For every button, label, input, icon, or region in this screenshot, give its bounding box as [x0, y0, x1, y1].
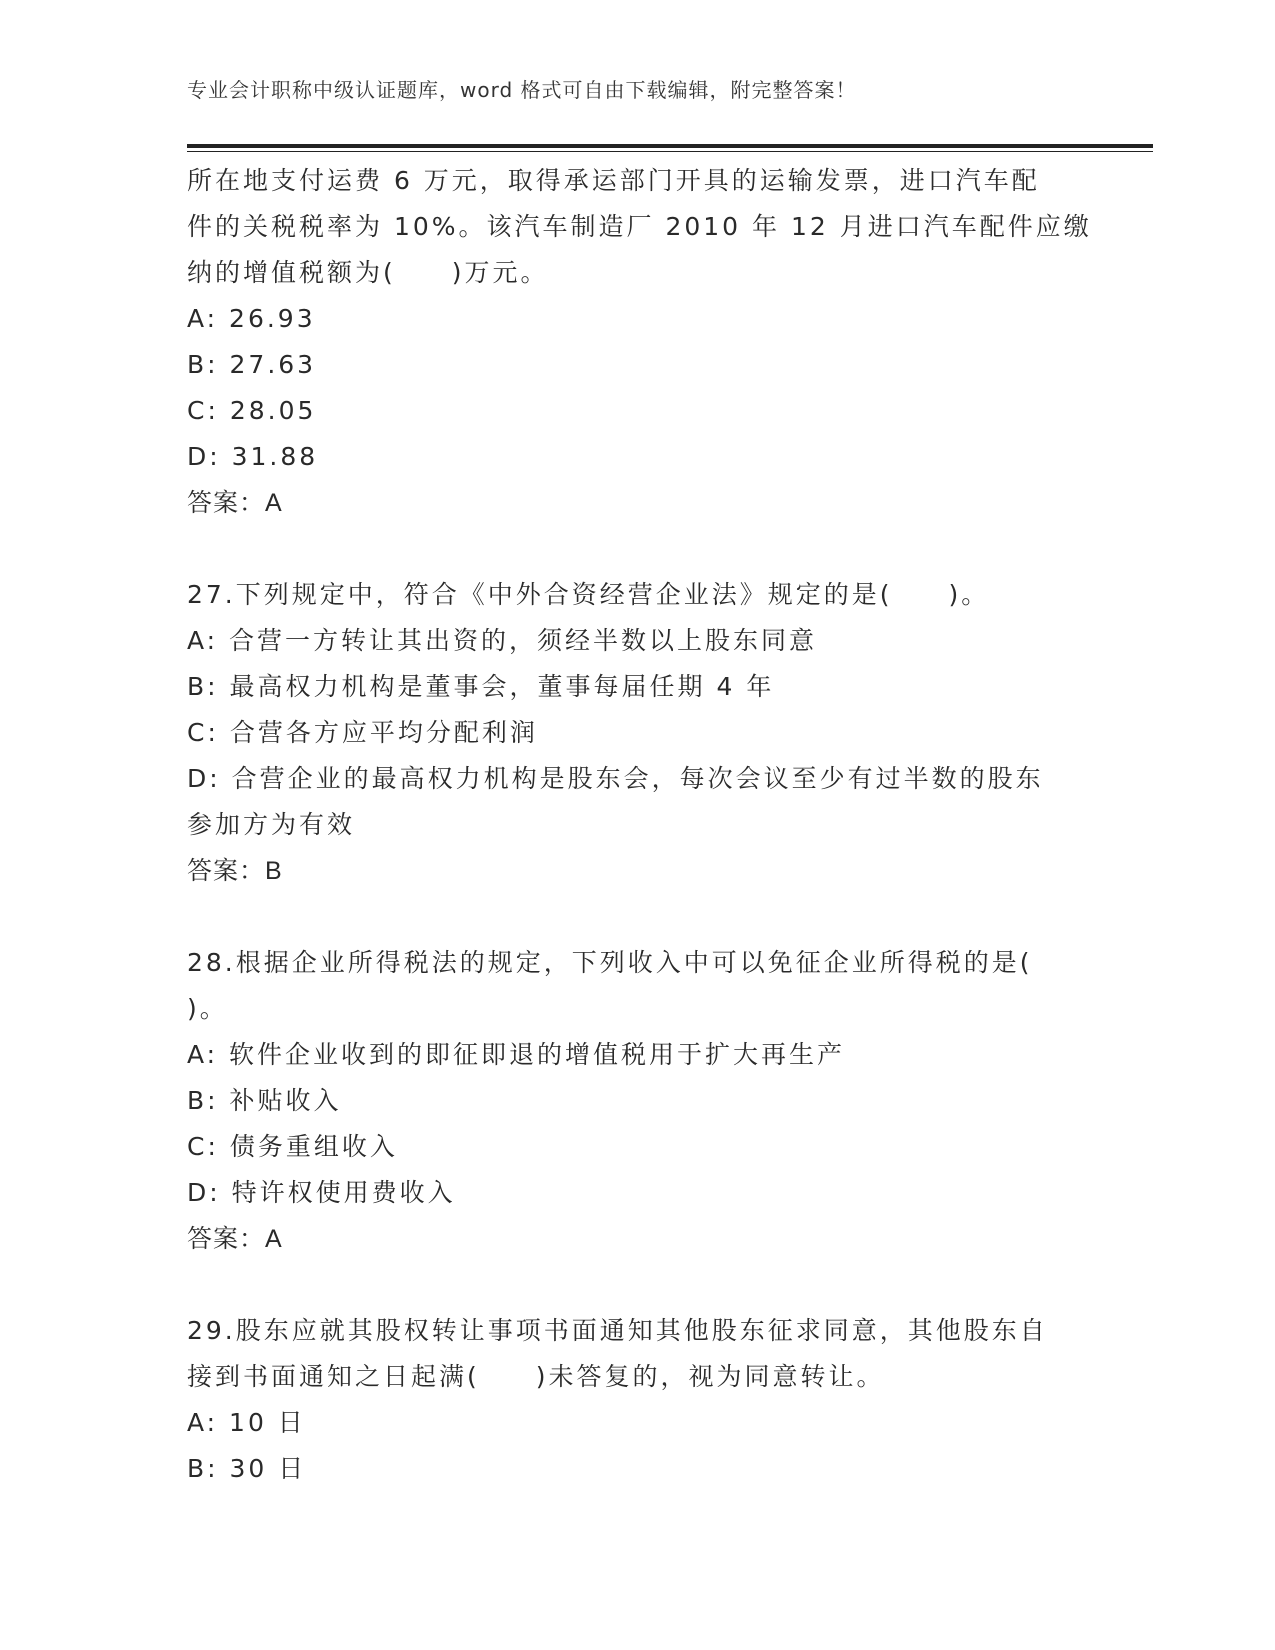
- option-a: A: 合营一方转让其出资的，须经半数以上股东同意: [187, 626, 818, 655]
- answer-line: 答案：B: [187, 857, 283, 885]
- option-d: D: 31.88: [187, 442, 319, 471]
- question-stem-line: 27.下列规定中，符合《中外合资经营企业法》规定的是( )。: [187, 580, 990, 609]
- question-block: [187, 572, 1087, 894]
- option-b: B: 最高权力机构是董事会，董事每届任期 4 年: [187, 672, 775, 701]
- option-b: B: 27.63: [187, 350, 317, 379]
- question-stem-line: 接到书面通知之日起满( )未答复的，视为同意转让。: [187, 1362, 885, 1391]
- question-stem-line: 所在地支付运费 6 万元，取得承运部门开具的运输发票，进口汽车配: [187, 166, 1040, 195]
- option-a: A: 10 日: [187, 1408, 306, 1437]
- question-block: [187, 158, 1092, 526]
- option-c: C: 合营各方应平均分配利润: [187, 718, 538, 747]
- option-c: C: 债务重组收入: [187, 1132, 398, 1161]
- option-a: A: 软件企业收到的即征即退的增值税用于扩大再生产: [187, 1040, 846, 1069]
- question-stem-line: 件的关税税率为 10%。该汽车制造厂 2010 年 12 月进口汽车配件应缴: [187, 212, 1092, 241]
- question-block: [187, 1308, 1087, 1492]
- option-b: B: 补贴收入: [187, 1086, 342, 1115]
- option-d: D: 特许权使用费收入: [187, 1178, 456, 1207]
- option-a: A: 26.93: [187, 304, 316, 333]
- spacer: [187, 1262, 1087, 1308]
- option-d: D: 合营企业的最高权力机构是股东会，每次会议至少有过半数的股东: [187, 764, 1044, 793]
- question-stem-line: 28.根据企业所得税法的规定，下列收入中可以免征企业所得税的是(: [187, 948, 1033, 977]
- spacer: [187, 526, 1087, 572]
- option-c: C: 28.05: [187, 396, 317, 425]
- question-content: [187, 158, 1092, 1492]
- spacer: [187, 894, 1087, 940]
- answer-line: 答案：A: [187, 1225, 283, 1253]
- option-b: B: 30 日: [187, 1454, 307, 1483]
- question-stem-line: 纳的增值税额为( )万元。: [187, 258, 549, 287]
- answer-line: 答案：A: [187, 489, 283, 517]
- question-block: [187, 940, 1087, 1262]
- question-stem-line: 29.股东应就其股权转让事项书面通知其他股东征求同意，其他股东自: [187, 1316, 1048, 1345]
- option-d-continued: 参加方为有效: [187, 810, 356, 839]
- header-rule-thin: [187, 151, 1153, 152]
- page-header: 专业会计职称中级认证题库，word 格式可自由下载编辑，附完整答案！: [187, 78, 857, 102]
- header-rule-thick: [187, 144, 1153, 148]
- question-stem-line: )。: [187, 994, 228, 1023]
